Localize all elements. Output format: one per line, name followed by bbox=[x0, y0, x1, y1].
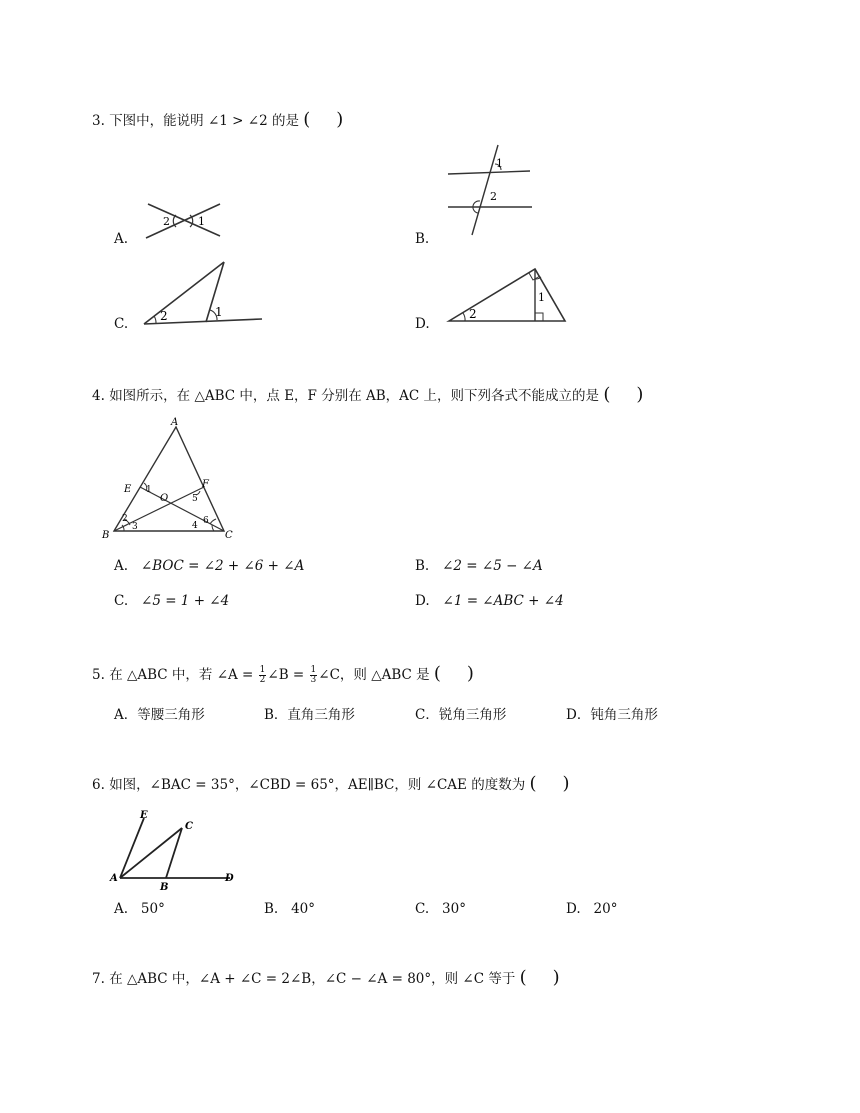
question-number: 7. bbox=[92, 971, 105, 987]
question-text: 如图所示，在 △ABC 中，点 E，F 分别在 AB，AC 上，则下列各式不能成立的是 bbox=[109, 388, 600, 404]
angle-1-label: 1 bbox=[198, 215, 205, 228]
point-c-label: C bbox=[185, 821, 193, 832]
angle-5-label: 5 bbox=[192, 494, 198, 504]
question-text: 如图，∠BAC = 35°，∠CBD = 65°，AE∥BC，则 ∠CAE 的度数为 bbox=[109, 777, 526, 793]
q6-option-d[interactable]: D. 20° bbox=[566, 901, 618, 917]
vertex-b-label: B bbox=[102, 530, 110, 541]
option-b-label[interactable]: B. bbox=[415, 231, 430, 247]
point-o-label: O bbox=[160, 493, 169, 504]
q6-option-c[interactable]: C. 30° bbox=[415, 901, 466, 917]
angle-2-label: 2 bbox=[122, 514, 128, 524]
angle-2-label: 2 bbox=[160, 309, 168, 323]
q4-triangle-figure bbox=[100, 415, 240, 540]
q5-option-b[interactable]: B．直角三角形 bbox=[264, 707, 355, 723]
question-number: 3. bbox=[92, 113, 105, 129]
q3-figure-c bbox=[140, 258, 265, 328]
point-e-label: E bbox=[124, 484, 132, 495]
q3-figure-a bbox=[140, 190, 230, 245]
point-f-label: F bbox=[202, 479, 209, 490]
question-number: 6. bbox=[92, 777, 105, 793]
angle-2-label: 2 bbox=[490, 190, 497, 203]
angle-3-label: 3 bbox=[132, 522, 138, 532]
q5-option-d[interactable]: D．钝角三角形 bbox=[566, 707, 658, 723]
vertex-a-label: A bbox=[171, 417, 179, 428]
answer-parentheses[interactable]: ( ) bbox=[303, 109, 344, 130]
option-c-label[interactable]: C. bbox=[114, 316, 129, 332]
angle-2-label: 2 bbox=[469, 307, 477, 321]
angle-6-label: 6 bbox=[203, 516, 209, 526]
question-text: 在 △ABC 中，∠A + ∠C = 2∠B，∠C − ∠A = 80°，则 ∠C 等于 bbox=[109, 971, 516, 987]
angle-2-label: 2 bbox=[163, 215, 170, 228]
question-number: 4. bbox=[92, 388, 105, 404]
answer-parentheses[interactable]: ( ) bbox=[529, 773, 570, 794]
point-b-label: B bbox=[160, 882, 169, 893]
fraction-one-third: $\frac{1}{3}$ bbox=[310, 665, 317, 685]
q5-option-c[interactable]: C．锐角三角形 bbox=[415, 707, 507, 723]
q6-option-b[interactable]: B. 40° bbox=[264, 901, 316, 917]
q4-option-a[interactable]: A. ∠BOC = ∠2 + ∠6 + ∠A bbox=[114, 558, 305, 574]
angle-1-label: 1 bbox=[538, 291, 545, 304]
answer-parentheses[interactable]: ( ) bbox=[519, 967, 560, 988]
option-a-label[interactable]: A. bbox=[114, 231, 129, 247]
point-a-label: A bbox=[110, 873, 118, 884]
question-6-stem bbox=[92, 774, 570, 795]
fraction-one-half: $\frac{1}{2}$ bbox=[259, 665, 266, 685]
question-5-stem: 5. 在 △ABC 中，若 ∠A = $\frac{1}{2}$ ∠B = $\frac{1}{3}$ ∠C，则 △ABC 是 ( ) bbox=[92, 663, 474, 685]
q4-option-c[interactable]: C. ∠5 = 1 + ∠4 bbox=[114, 593, 230, 609]
angle-1-label: 1 bbox=[146, 485, 152, 495]
q6-option-a[interactable]: A. 50° bbox=[114, 901, 165, 917]
question-number: 5. bbox=[92, 667, 105, 683]
angle-4-label: 4 bbox=[192, 521, 198, 531]
q5-option-a[interactable]: A．等腰三角形 bbox=[114, 707, 205, 723]
q4-option-b[interactable]: B. ∠2 = ∠5 − ∠A bbox=[415, 558, 543, 574]
question-3-stem bbox=[92, 110, 343, 131]
point-e-label: E bbox=[140, 810, 148, 821]
q6-figure bbox=[108, 808, 238, 893]
angle-1-label: 1 bbox=[215, 305, 223, 319]
angle-1-label: 1 bbox=[496, 157, 503, 170]
q4-option-d[interactable]: D. ∠1 = ∠ABC + ∠4 bbox=[415, 593, 564, 609]
q3-figure-b bbox=[440, 143, 540, 238]
q3-figure-d bbox=[445, 265, 570, 327]
point-d-label: D bbox=[225, 873, 234, 884]
option-d-label[interactable]: D. bbox=[415, 316, 430, 332]
vertex-c-label: C bbox=[225, 530, 233, 541]
question-text: 下图中，能说明 ∠1 > ∠2 的是 bbox=[109, 113, 299, 129]
question-4-stem bbox=[92, 385, 643, 406]
question-7-stem bbox=[92, 968, 560, 989]
answer-parentheses[interactable]: ( ) bbox=[433, 663, 474, 684]
answer-parentheses[interactable]: ( ) bbox=[603, 384, 644, 405]
